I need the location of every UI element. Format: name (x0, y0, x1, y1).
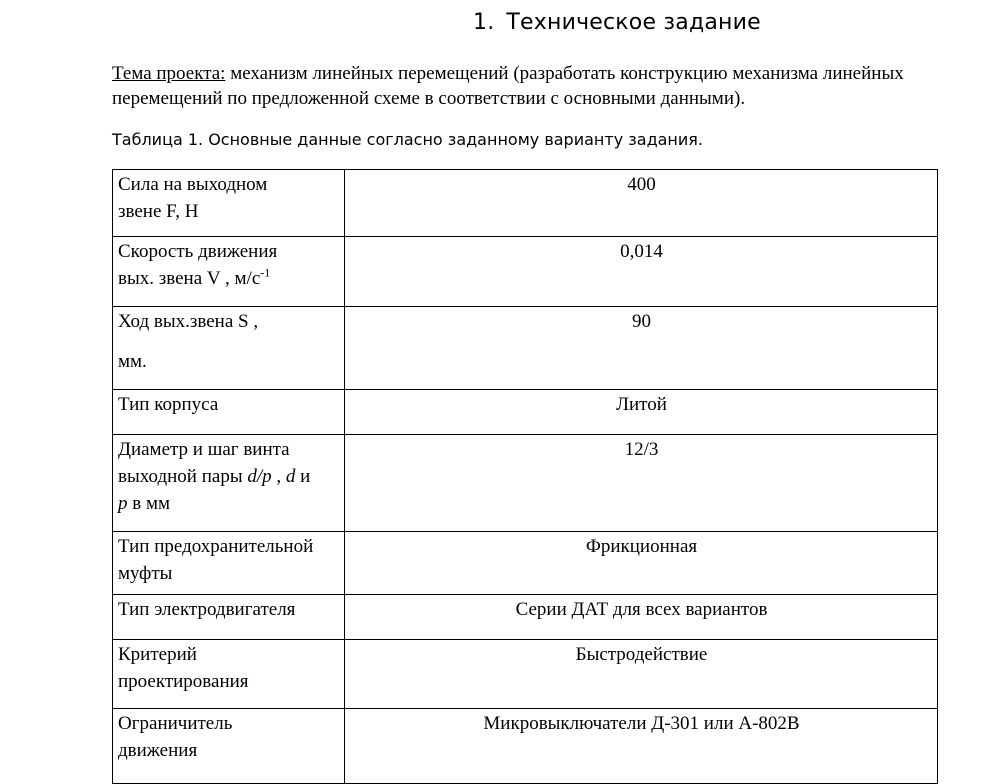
project-topic (112, 61, 942, 111)
table-row (113, 390, 938, 435)
param-name: Тип предохранительной муфты (113, 532, 345, 595)
param-name: Ограничитель движения (113, 709, 345, 784)
param-name: Скорость движения вых. звена V , $м/с^{-1}$ (113, 237, 345, 307)
topic-text: механизм линейных перемещений (разработать конструкцию механизма линейных перемещений по предложенной схеме в соответствии с основными данными). (112, 63, 904, 109)
param-value: 90 (345, 307, 938, 390)
param-value: 12/3 (345, 435, 938, 532)
param-value: Микровыключатели Д-301 или А-802В (345, 709, 938, 784)
topic-label: Тема проекта: (112, 63, 226, 84)
table-caption: Таблица 1. Основные данные согласно заданному варианту задания. (112, 130, 703, 149)
section-number: 1. (473, 10, 495, 35)
param-name: Критерий проектирования (113, 640, 345, 709)
param-name: Диаметр и шаг винта выходной пары d/p , d и p в мм (113, 435, 345, 532)
parameters-table (112, 169, 938, 784)
table-row (113, 435, 938, 532)
table-row (113, 307, 938, 390)
table-row (113, 532, 938, 595)
table-row (113, 709, 938, 784)
param-name: Тип электродвигателя (113, 595, 345, 640)
table-row (113, 237, 938, 307)
param-name: Ход вых.звена S , мм. (113, 307, 345, 390)
param-value: Серии ДАТ для всех вариантов (345, 595, 938, 640)
param-value: 0,014 (345, 237, 938, 307)
table-row (113, 640, 938, 709)
table-row (113, 595, 938, 640)
param-value: 400 (345, 170, 938, 237)
param-value: Быстродействие (345, 640, 938, 709)
param-name: Сила на выходном звене F, Н (113, 170, 345, 237)
param-name: Тип корпуса (113, 390, 345, 435)
section-title: Техническое задание (506, 10, 761, 35)
param-value: Фрикционная (345, 532, 938, 595)
param-value: Литой (345, 390, 938, 435)
section-heading (473, 10, 761, 35)
table-row (113, 170, 938, 237)
